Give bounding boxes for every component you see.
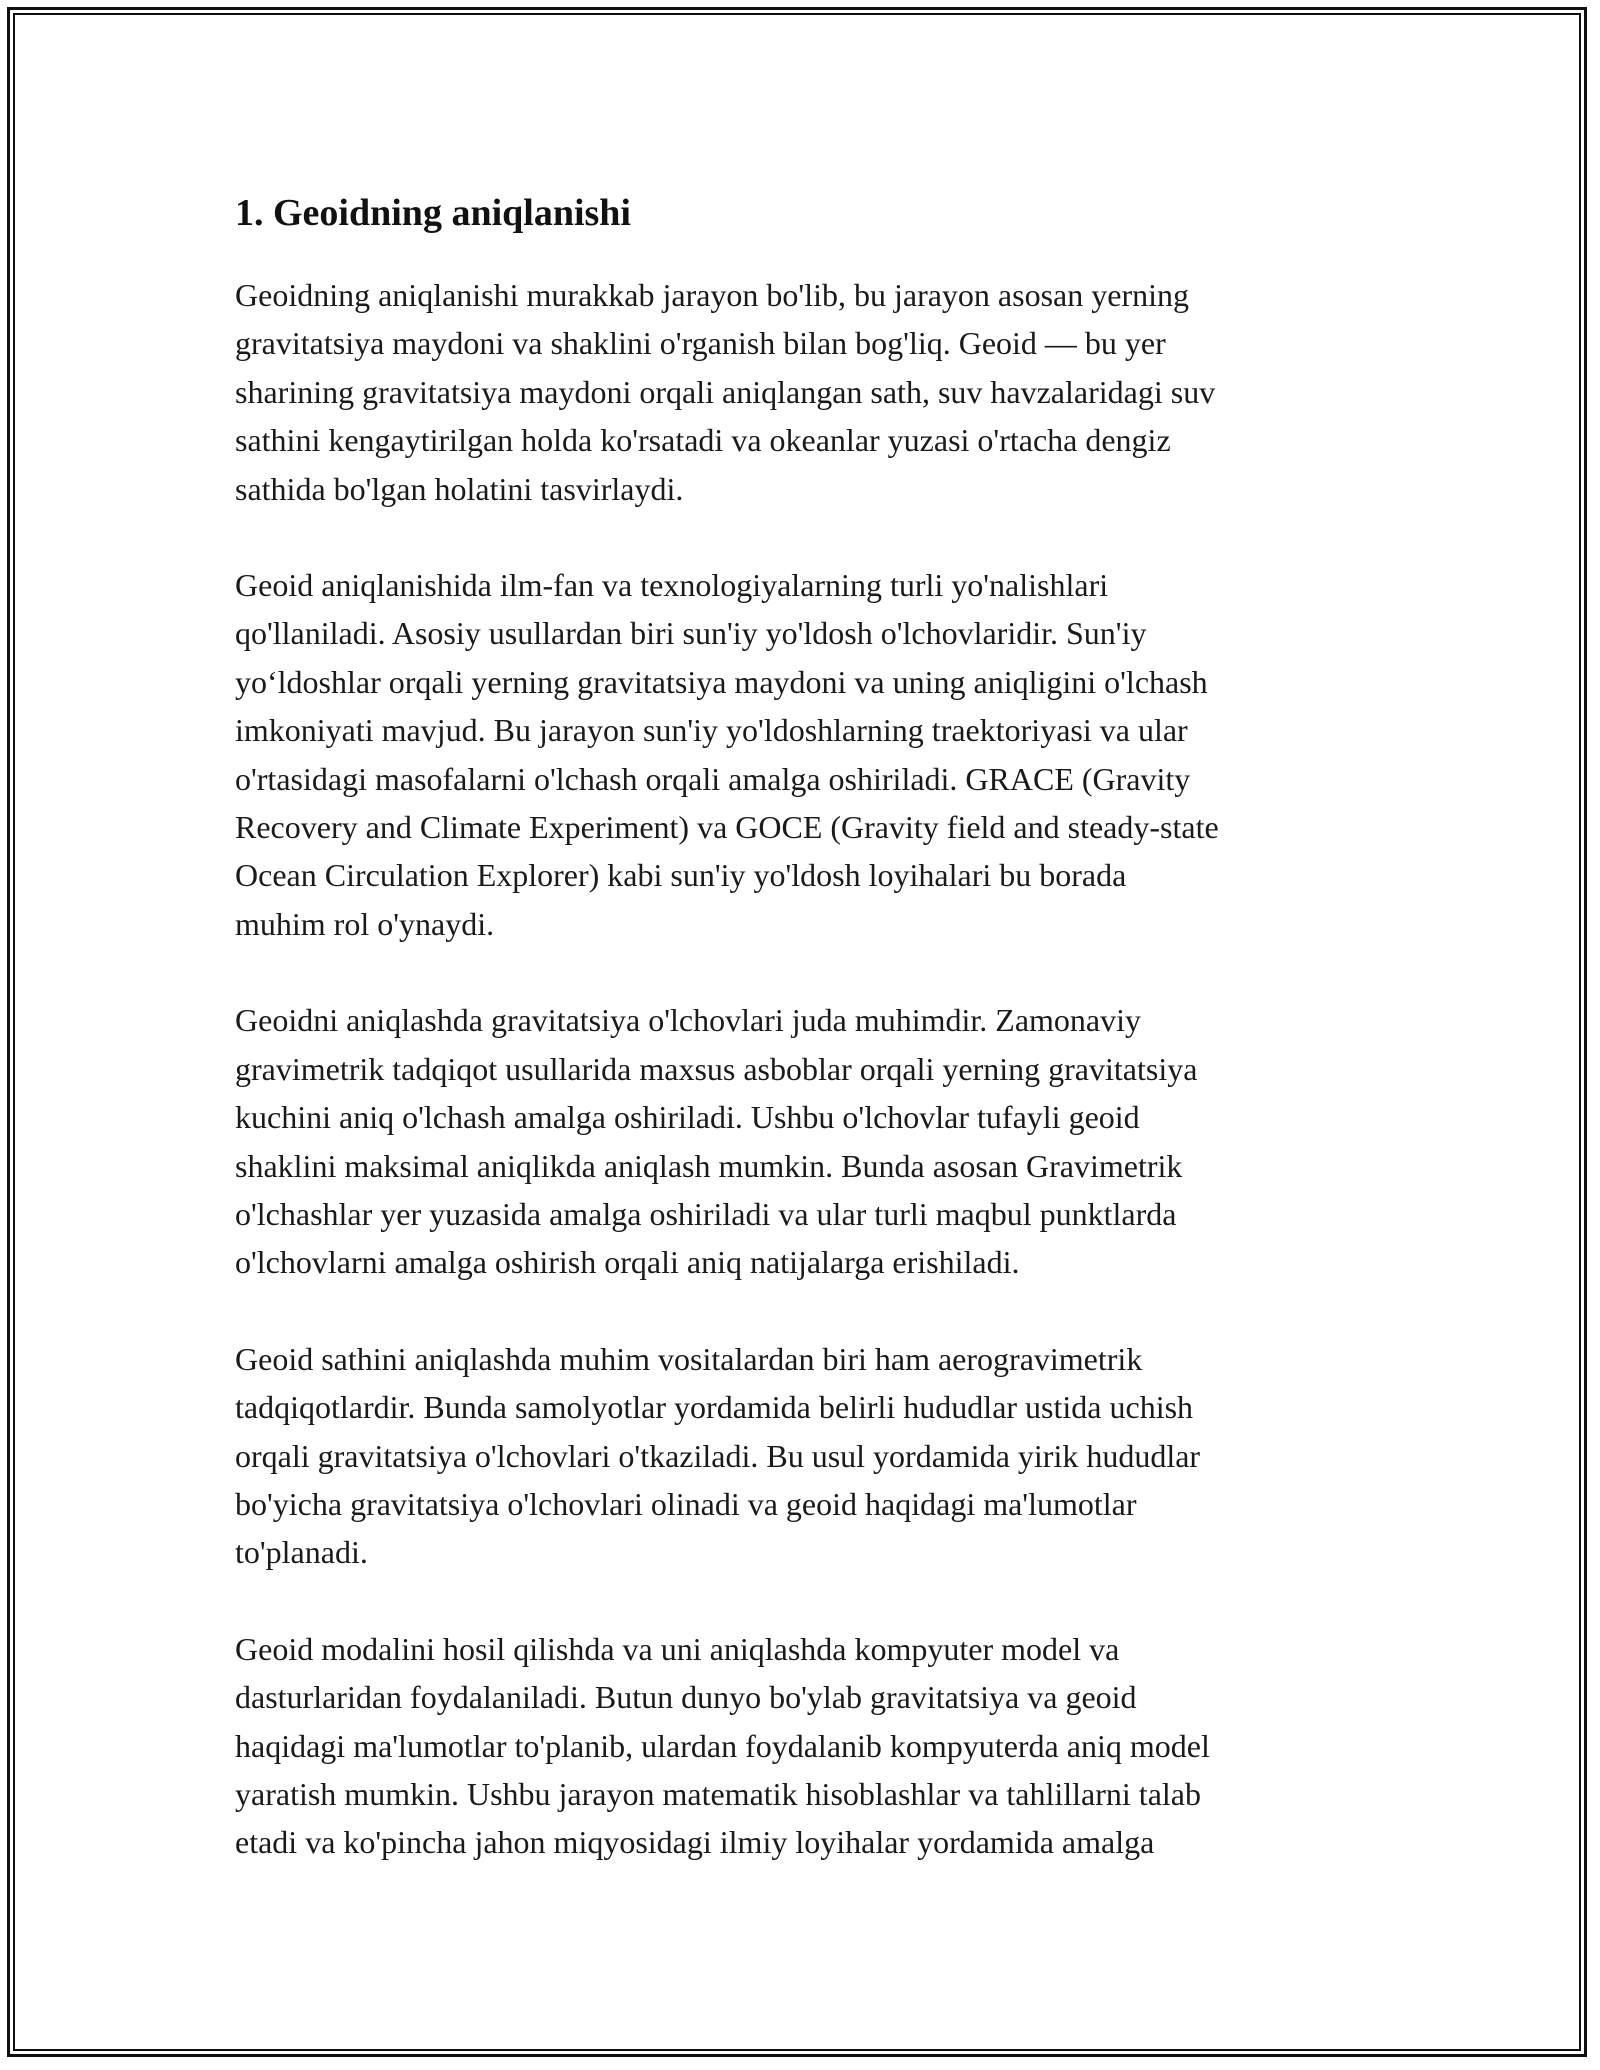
paragraph-1: Geoidning aniqlanishi murakkab jarayon bo'lib, bu jarayon asosan yerning gravitatsiya maydoni va shaklini o'rganish bilan bog'liq. Geoid — bu yer sharining gravitatsiya maydoni orqali aniqlangan sath, suv havzalaridagi suv sathini kengaytirilgan holda ko'rsatadi va okeanlar yuzasi o'rtacha dengiz sathida bo'lgan holatini tasvirlaydi. (235, 277, 1216, 507)
paragraph-3: Geoidni aniqlashda gravitatsiya o'lchovlari juda muhimdir. Zamonaviy gravimetrik tadqiqot usullarida maxsus asboblar orqali yerning gravitatsiya kuchini aniq o'lchash amalga oshiriladi. Ushbu o'lchovlar tufayli geoid shaklini maksimal aniqlikda aniqlash mumkin. Bunda asosan Gravimetrik o'lchashlar yer yuzasida amalga oshiriladi va ular turli maqbul punktlarda o'lchovlarni amalga oshirish orqali aniq natijalarga erishiladi. (235, 1002, 1198, 1281)
paragraph-5: Geoid modalini hosil qilishda va uni aniqlashda kompyuter model va dasturlaridan foydalaniladi. Butun dunyo bo'ylab gravitatsiya va geoid haqidagi ma'lumotlar to'planib, ulardan foydalanib kompyuterda aniq model yaratish mumkin. Ushbu jarayon matematik hisoblashlar va tahlillarni talab etadi va ko'pincha jahon miqyosidagi ilmiy loyihalar yordamida amalga (235, 1630, 1210, 1861)
document-body (235, 185, 1375, 1915)
paragraph-2: Geoid aniqlanishida ilm-fan va texnologiyalarning turli yo'nalishlari qo'llaniladi. Asosiy usullardan biri sun'iy yo'ldosh o'lchovlaridir. Sun'iy yo‘ldoshlar orqali yerning gravitatsiya maydoni va uning aniqligini o'lchash imkoniyati mavjud. Bu jarayon sun'iy yo'ldoshlarning traektoriyasi va ular o'rtasidagi masofalarni o'lchash orqali amalga oshiriladi. GRACE (Gravity Recovery and Climate Experiment) va GOCE (Gravity field and steady-state Ocean Circulation Explorer) kabi sun'iy yo'ldosh loyihalari bu borada muhim rol o'ynaydi. (235, 567, 1219, 942)
paragraph-4: Geoid sathini aniqlashda muhim vositalardan biri ham aerogravimetrik tadqiqotlardir. Bunda samolyotlar yordamida belirli hududlar ustida uchish orqali gravitatsiya o'lchovlari o'tkaziladi. Bu usul yordamida yirik hududlar bo'yicha gravitatsiya o'lchovlari olinadi va geoid haqidagi ma'lumotlar to'planadi. (235, 1340, 1201, 1571)
section-heading: 1. Geoidning aniqlanishi (235, 192, 631, 234)
